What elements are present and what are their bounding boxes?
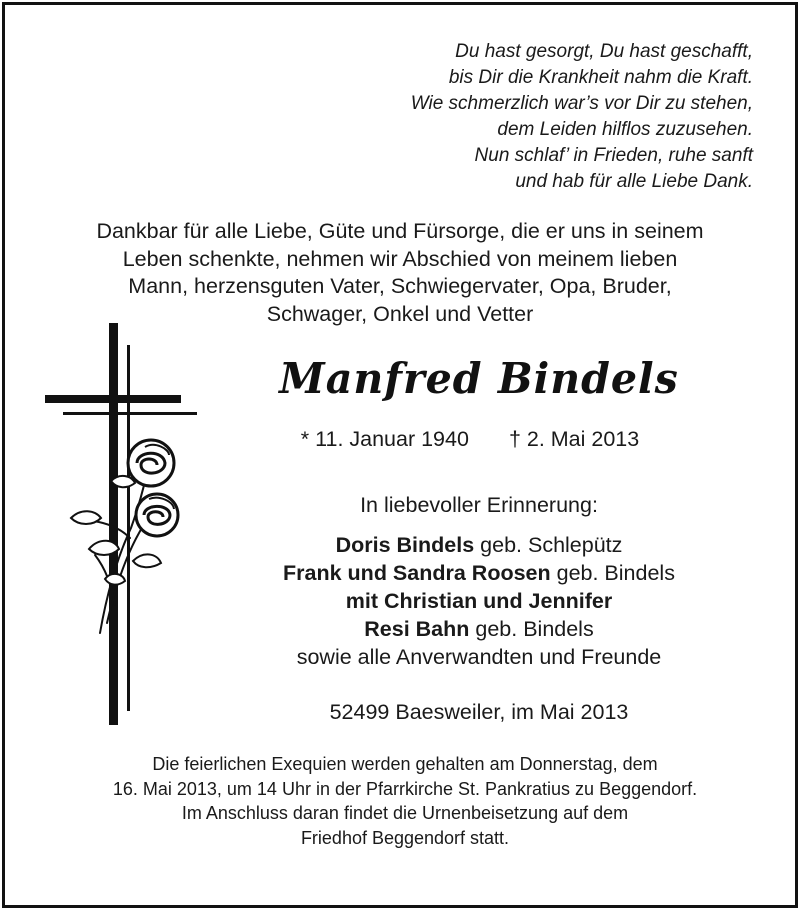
place-date	[225, 698, 733, 726]
poem-line: Nun schlaf’ in Frieden, ruhe sanft	[474, 145, 753, 166]
service-line: Die feierlichen Exequien werden gehalten am Donnerstag, dem	[152, 754, 658, 774]
service-line: Friedhof Beggendorf statt.	[300, 827, 510, 848]
cross-with-roses-icon	[45, 323, 225, 733]
poem-line: und hab für alle Liebe Dank.	[515, 171, 753, 192]
intro-line: Dankbar für alle Liebe, Güte und Fürsorge, die er uns in seinem	[96, 219, 704, 243]
obituary-frame	[2, 2, 798, 908]
mourner-name: Resi Bahn	[364, 617, 470, 641]
mourner-name: Doris Bindels	[335, 533, 475, 557]
memory-heading	[225, 491, 733, 519]
deceased-name: Manfred Bindels	[279, 354, 679, 403]
mourner-line	[225, 531, 733, 559]
poem-line: Wie schmerzlich war’s vor Dir zu stehen,	[410, 93, 753, 114]
relatives-line: sowie alle Anverwandten und Freunde	[296, 645, 662, 669]
mourner-name: Frank und Sandra Roosen	[283, 561, 551, 585]
mourner-line	[225, 615, 733, 643]
life-dates	[255, 424, 685, 454]
mourner-suffix: geb. Bindels	[469, 617, 594, 641]
mourner-name: mit Christian und Jennifer	[345, 589, 613, 613]
intro-line: Mann, herzensguten Vater, Schwiegervater, Opa, Bruder,	[128, 274, 672, 298]
poem-line: dem Leiden hilflos zuzusehen.	[497, 119, 753, 140]
intro-line: Leben schenkte, nehmen wir Abschied von meinem lieben	[122, 246, 678, 271]
service-line: Im Anschluss daran findet die Urnenbeisetzung auf dem	[181, 803, 629, 823]
intro-text	[35, 218, 765, 328]
service-line: 16. Mai 2013, um 14 Uhr in der Pfarrkirche St. Pankratius zu Beggendorf.	[112, 778, 698, 799]
birth-date: * 11. Januar 1940	[300, 427, 469, 451]
mourners-list	[225, 531, 733, 671]
poem-line: Du hast gesorgt, Du hast geschafft,	[455, 41, 753, 62]
mourner-line	[225, 559, 733, 587]
mourner-suffix: geb. Bindels	[550, 561, 675, 585]
death-date: † 2. Mai 2013	[508, 427, 640, 451]
mourner-suffix: geb. Schlepütz	[474, 533, 623, 557]
poem	[333, 39, 753, 195]
memory-heading-text: In liebevoller Erinnerung:	[360, 493, 598, 517]
service-notice	[25, 752, 785, 850]
place-date-text: 52499 Baesweiler, im Mai 2013	[329, 700, 629, 724]
intro-line: Schwager, Onkel und Vetter	[266, 301, 534, 326]
mourner-line	[225, 587, 733, 615]
poem-line: bis Dir die Krankheit nahm die Kraft.	[448, 67, 753, 88]
